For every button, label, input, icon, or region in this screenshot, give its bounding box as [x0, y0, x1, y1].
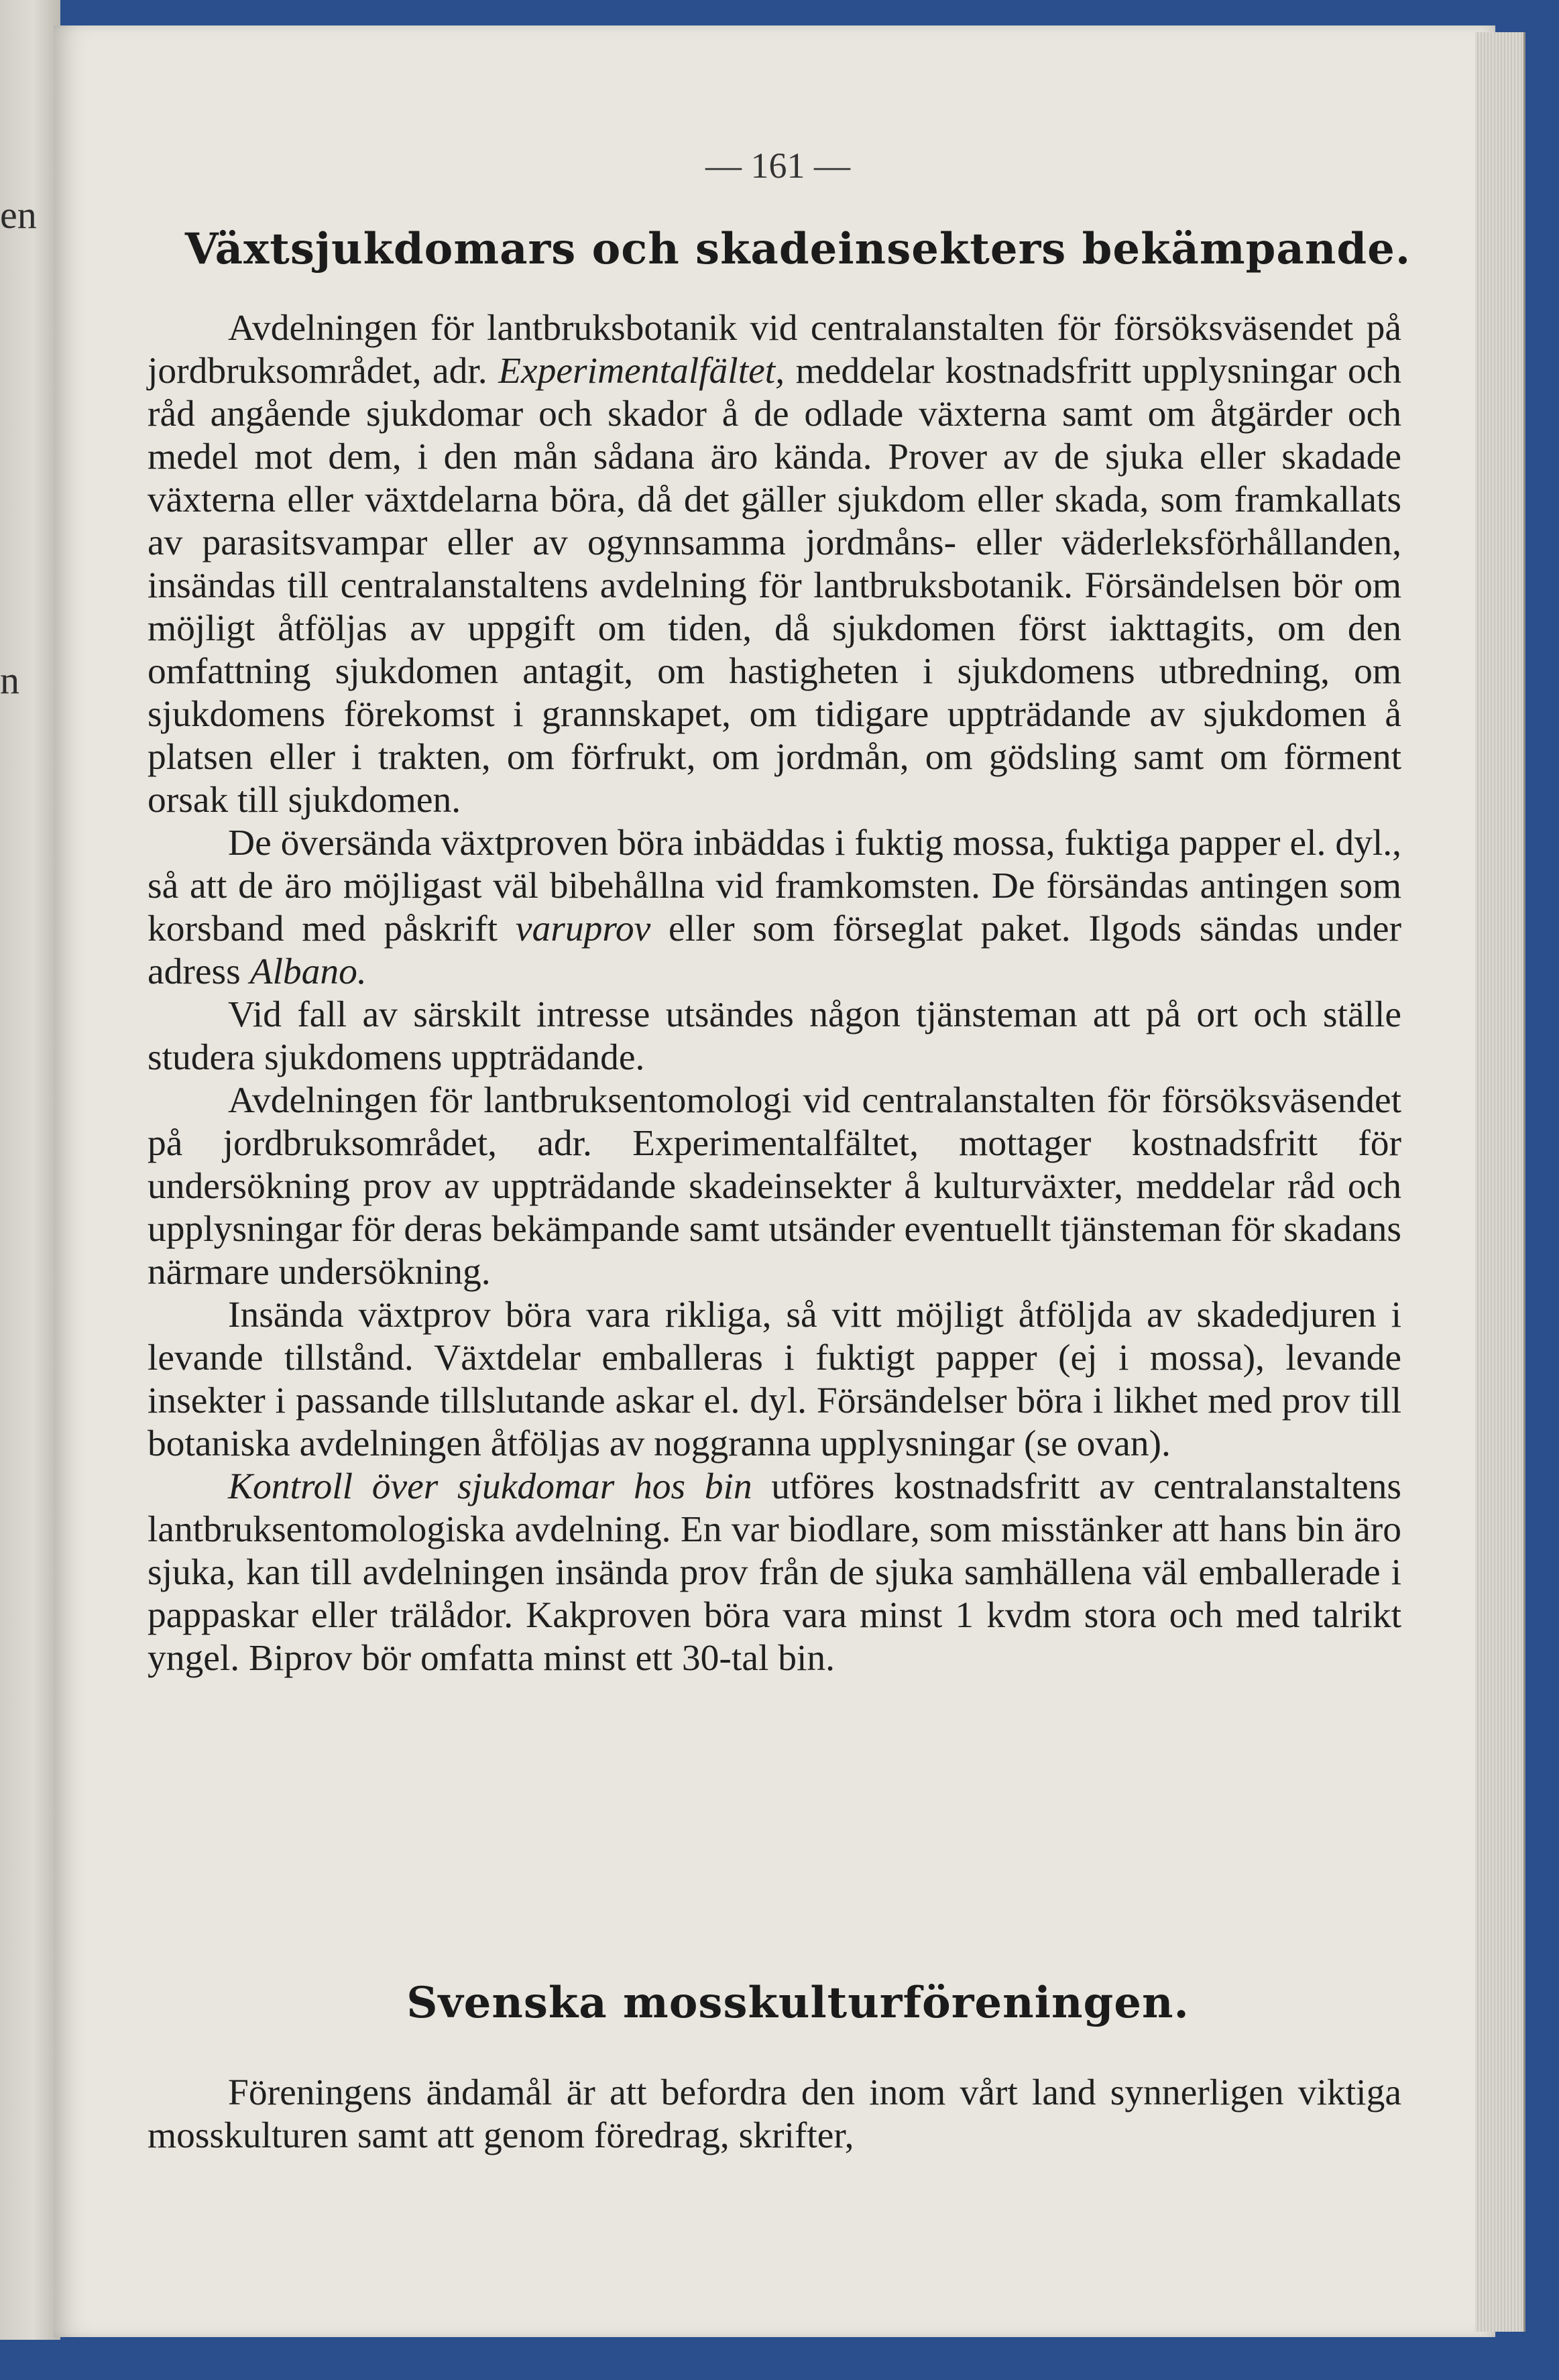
- section-heading: Växtsjukdomars och skadeinsekters bekämpande.: [184, 224, 1411, 274]
- paragraph: Kontroll över sjukdomar hos bin utföres kostnadsfritt av centralanstaltens lantbruksentomologiska avdelning. En var biodlare, som misstänker att hans bin äro sjuka, kan till avdelningen insända prov från de sjuka samhällena väl emballerade i pappaskar eller trälådor. Kakproven böra vara minst 1 kvdm stora och med talrikt yngel. Biprov bör omfatta minst ett 30-tal bin.: [148, 1466, 1401, 1679]
- paragraph: Föreningens ändamål är att befordra den inom vårt land synnerligen viktiga mosskulturen samt att genom föredrag, skrifter,: [148, 2072, 1401, 2156]
- facing-page-fragment: n: [0, 658, 19, 702]
- section-body: [148, 307, 1401, 1680]
- paragraph: Insända växtprov böra vara rikliga, så vitt möjligt åtföljda av skadedjuren i levande tillstånd. Växtdelar emballeras i fuktigt papper (ej i mossa), levande insekter i passande tillslutande askar el. dyl. Försändelser böra i likhet med prov till botaniska avdelningen åtföljas av noggranna upplysningar (se ovan).: [148, 1295, 1401, 1464]
- section-body: [148, 2072, 1401, 2157]
- book-page: [54, 25, 1495, 2337]
- facing-page-fragment: en: [0, 193, 37, 237]
- paragraph: Avdelningen för lantbruksbotanik vid centralanstalten för försöksväsendet på jordbruksområdet, adr. Experimentalfältet, meddelar kostnadsfritt upplysningar och råd angående sjukdomar och skador å de odlade växterna samt om åtgärder och medel mot dem, i den mån sådana äro kända. Prover av de sjuka eller skadade växterna eller växtdelarna böra, då det gäller sjukdom eller skada, som framkallats av parasitsvampar eller av ogynnsamma jordmåns- eller väderleksförhållanden, insändas till centralanstaltens avdelning för lantbruksbotanik. Försändelsen bör om möjligt åtföljas av uppgift om tiden, då sjukdomen först iakttagits, om den omfattning sjukdomen antagit, om hastigheten i sjukdomens utbredning, om sjukdomens förekomst i grannskapet, om tidigare uppträdande av sjukdomen å platsen eller i trakten, om förfrukt, om jordmån, om gödsling samt om förment orsak till sjukdomen.: [148, 308, 1401, 821]
- paragraph: De översända växtproven böra inbäddas i fuktig mossa, fuktiga papper el. dyl., så att de äro möjligast väl bibehållna vid framkomsten. De försändas antingen som korsband med påskrift varuprov eller som förseglat paket. Ilgods sändas under adress Albano.: [148, 823, 1401, 992]
- paragraph: Avdelningen för lantbruksentomologi vid centralanstalten för försöksväsendet på jordbruksområdet, adr. Experimentalfältet, mottager kostnadsfritt för undersökning prov av uppträdande skadeinsekter å kulturväxter, meddelar råd och upplysningar för deras bekämpande samt utsänder eventuellt tjänsteman för skadans närmare undersökning.: [148, 1080, 1401, 1293]
- section-heading: Svenska mosskulturföreningen.: [406, 1978, 1190, 2028]
- page-number: — 161 —: [705, 145, 850, 186]
- paragraph: Vid fall av särskilt intresse utsändes någon tjänsteman att på ort och ställe studera sjukdomens uppträdande.: [148, 994, 1401, 1078]
- page-block-edges: [1475, 32, 1525, 2332]
- facing-page-edge: [0, 0, 60, 2340]
